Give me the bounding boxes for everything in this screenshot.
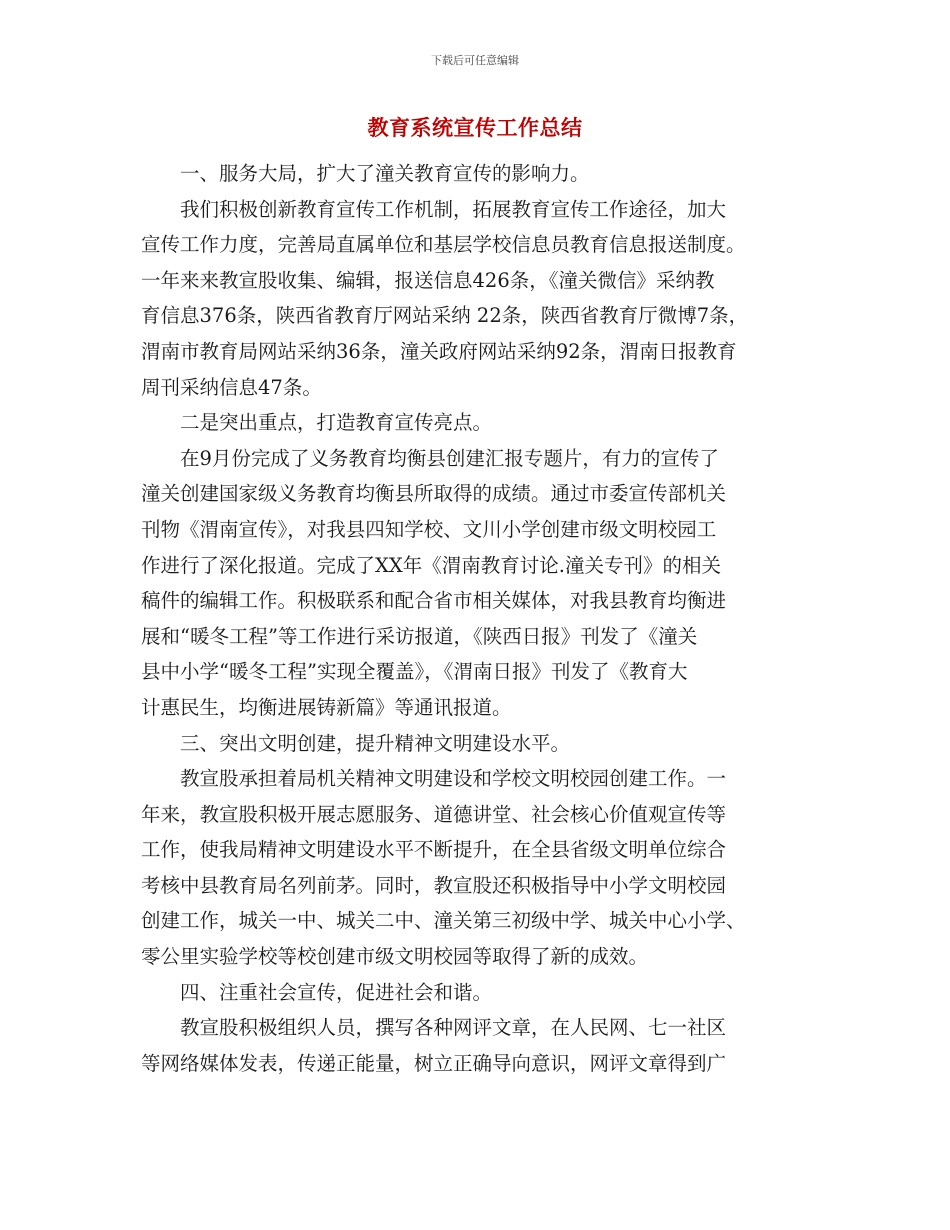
paragraph-line: 一年来来教宣股收集、编辑，报送信息426条，《潼关微信》采纳教 xyxy=(141,268,715,292)
document-title: 教育系统宣传工作总结 xyxy=(367,116,583,140)
document-body xyxy=(141,156,813,1081)
heading-section-1: 一、服务大局，扩大了潼关教育宣传的影响力。 xyxy=(180,162,590,185)
heading-section-2: 二是突出重点，打造教育宣传亮点。 xyxy=(180,411,493,435)
paragraph-line: 工作，使我局精神文明建设水平不断提升，在全县省级文明单位综合 xyxy=(141,838,727,862)
paragraph-line: 刊物《渭南宣传》，对我县四知学校、文川小学创建市级文明校园工 xyxy=(141,517,717,541)
paragraph-line: 教宣股承担着局机关精神文明建设和学校文明校园创建工作。一 xyxy=(180,767,727,791)
page-header-note: 下载后可任意编辑 xyxy=(431,54,519,67)
paragraph-line: 计惠民生，均衡进展铸新篇》等通讯报道。 xyxy=(141,695,512,719)
paragraph-line: 育信息376条，陕西省教育厅网站采纳 22条，陕西省教育厅微博7条， xyxy=(141,304,749,328)
paragraph-line: 我们积极创新教育宣传工作机制，拓展教育宣传工作途径，加大 xyxy=(180,197,727,221)
paragraph-line: 创建工作，城关一中、城关二中、潼关第三初级中学、城关中心小学、 xyxy=(141,909,746,933)
paragraph-line: 考核中县教育局名列前茅。同时，教宣股还积极指导中小学文明校园 xyxy=(141,873,727,897)
paragraph-line: 稿件的编辑工作。积极联系和配合省市相关媒体，对我县教育均衡进 xyxy=(141,589,727,613)
paragraph-line: 在9月份完成了义务教育均衡县创建汇报专题片，有力的宣传了 xyxy=(180,446,719,470)
heading-section-3: 三、突出文明创建，提升精神文明建设水平。 xyxy=(180,731,571,755)
paragraph-line: 作进行了深化报道。完成了XX年《渭南教育讨论.潼关专刊》的相关 xyxy=(141,553,721,577)
paragraph-line: 等网络媒体发表，传递正能量，树立正确导向意识，网评文章得到广 xyxy=(141,1051,727,1075)
paragraph-line: 教宣股积极组织人员，撰写各种网评文章，在人民网、七一社区 xyxy=(180,1016,727,1040)
paragraph-line: 零公里实验学校等校创建市级文明校园等取得了新的成效。 xyxy=(141,945,649,969)
paragraph-line: 县中小学“暖冬工程”实现全覆盖》，《渭南日报》刊发了《教育大 xyxy=(141,660,688,684)
paragraph-line: 年来，教宣股积极开展志愿服务、道德讲堂、社会核心价值观宣传等 xyxy=(141,802,727,826)
paragraph-line: 渭南市教育局网站采纳36条，潼关政府网站采纳92条，渭南日报教育 xyxy=(141,339,737,363)
paragraph-line: 宣传工作力度，完善局直属单位和基层学校信息员教育信息报送制度。 xyxy=(141,233,746,257)
heading-section-4: 四、注重社会宣传，促进社会和谐。 xyxy=(180,980,493,1004)
paragraph-line: 潼关创建国家级义务教育均衡县所取得的成绩。通过市委宣传部机关 xyxy=(141,482,727,506)
paragraph-line: 展和“暖冬工程”等工作进行采访报道，《陕西日报》刊发了《潼关 xyxy=(141,624,698,648)
paragraph-line: 周刊采纳信息47条。 xyxy=(141,375,322,399)
